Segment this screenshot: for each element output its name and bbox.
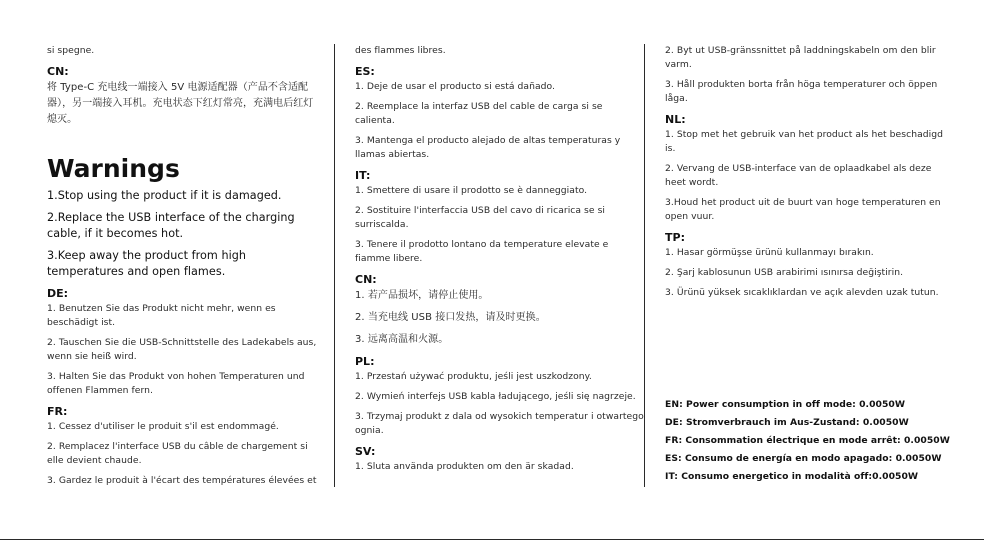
warning-item: 3. Gardez le produit à l'écart des températures élevées et [47,475,317,486]
warning-item: 3. Håll produkten borta från höga temperaturer och öppen låga. [665,79,938,104]
warning-item: 2. Byt ut USB-gränssnittet på laddningskabeln om den blir varm. [665,45,936,70]
warning-item: 2. Şarj kablosunun USB arabirimi ısınırsa değiştirin. [665,267,904,278]
cont-text: des flammes libres. [355,45,446,56]
power-line: FR: Consommation électrique en mode arrêt: 0.0050W [665,435,950,446]
warning-item: 2. Wymień interfejs USB kabla ładującego, jeśli się nagrzeje. [355,391,636,402]
section-heading-tp: TP: [665,231,685,244]
warning-item: 3. 远离高温和火源。 [355,334,449,345]
warning-item: 3. Halten Sie das Produkt von hohen Temperaturen und offenen Flammen fern. [47,371,305,396]
section-heading-fr: FR: [47,405,68,418]
section-heading-es: ES: [355,65,375,78]
column-3 [645,44,945,306]
section-heading-it: IT: [355,169,371,182]
warning-item: 1. Cessez d'utiliser le produit s'il est endommagé. [47,421,279,432]
warning-item: 2. Tauschen Sie die USB-Schnittstelle des Ladekabels aus, wenn sie heiß wird. [47,337,317,362]
warning-item: 3. Mantenga el producto alejado de altas temperaturas y llamas abiertas. [355,135,621,160]
warning-item: 1. Benutzen Sie das Produkt nicht mehr, wenn es beschädigt ist. [47,303,276,328]
warning-item: 2. Vervang de USB-interface van de oplaadkabel als deze heet wordt. [665,163,932,188]
power-line: EN: Power consumption in off mode: 0.0050W [665,399,906,410]
warnings-title: Warnings [47,154,180,183]
section-heading-pl: PL: [355,355,375,368]
warning-item: 3. Trzymaj produkt z dala od wysokich temperatur i otwartego ognia. [355,411,644,436]
warning-item: 3. Tenere il prodotto lontano da temperature elevate e fiamme libere. [355,239,609,264]
warning-item: 2. Sostituire l'interfaccia USB del cavo di ricarica se si surriscalda. [355,205,606,230]
column-1 [47,44,335,487]
warning-item: 1. 若产品损坏，请停止使用。 [355,290,489,301]
power-line: IT: Consumo energetico in modalità off:0.0050W [665,471,919,482]
warning-item: 1. Sluta använda produkten om den är skadad. [355,461,574,472]
warning-item: 1. Deje de usar el producto si está dañado. [355,81,556,92]
warning-item: 1.Stop using the product if it is damaged. [47,189,282,202]
warning-item: 2. 当充电线 USB 接口发热，请及时更换。 [355,312,546,323]
warning-item: 2.Replace the USB interface of the charging cable, if it becomes hot. [47,211,295,240]
bottom-divider [0,539,984,540]
warning-item: 3.Houd het product uit de buurt van hoge temperaturen en open vuur. [665,197,941,222]
warning-item: 1. Przestań używać produktu, jeśli jest uszkodzony. [355,371,592,382]
power-line: DE: Stromverbrauch im Aus-Zustand: 0.0050W [665,417,909,428]
section-heading-de: DE: [47,287,69,300]
power-line: ES: Consumo de energía en modo apagado: 0.0050W [665,453,942,464]
section-heading-cn: CN: [355,273,377,286]
power-consumption-block [665,396,950,486]
warning-item: 1. Stop met het gebruik van het product als het beschadigd is. [665,129,944,154]
warning-item: 3. Ürünü yüksek sıcaklıklardan ve açık alevden uzak tutun. [665,287,939,298]
cn-charging-text: 将 Type-C 充电线一端接入 5V 电源适配器（产品不含适配器），另一端接入耳机。充电状态下红灯常亮，充满电后红灯熄灭。 [47,82,314,125]
warning-item: 1. Smettere di usare il prodotto se è danneggiato. [355,185,588,196]
column-2 [335,44,645,487]
warning-item: 2. Reemplace la interfaz USB del cable de carga si se calienta. [355,101,603,126]
section-heading-cn: CN: [47,65,69,78]
warning-item: 1. Hasar görmüşse ürünü kullanmayı bırakın. [665,247,874,258]
warning-item: 2. Remplacez l'interface USB du câble de chargement si elle devient chaude. [47,441,308,466]
section-heading-sv: SV: [355,445,376,458]
cont-text: si spegne. [47,45,95,56]
section-heading-nl: NL: [665,113,686,126]
warning-item: 3.Keep away the product from high temperatures and open flames. [47,249,247,278]
en-warnings [47,188,322,280]
